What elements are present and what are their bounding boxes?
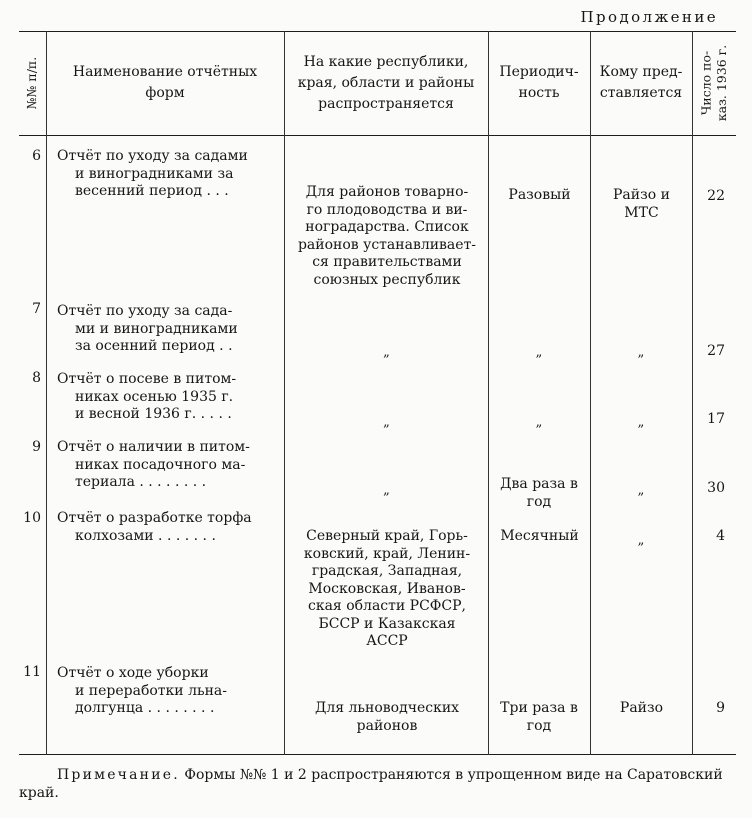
region-text: Северный край, Горь- ковский, край, Ленин- градская, Западная, Московская, Иванов- ская области РСФСР, БССР и Казакская АССР xyxy=(303,528,471,649)
periodicity: Три раза в год xyxy=(500,700,578,734)
copies-count: 30 xyxy=(707,480,725,496)
copies-count: 17 xyxy=(707,411,725,427)
header-regions: На какие республики, края, области и районы распространяется xyxy=(297,53,475,112)
header-copies-count-year: каз. 1936 г. xyxy=(714,44,729,122)
table-bottom-rule xyxy=(19,754,736,755)
header-copies-count: Число по- xyxy=(698,50,714,116)
region-text: „ xyxy=(383,415,391,430)
row-number: 7 xyxy=(32,301,41,317)
periodicity: Разовый xyxy=(508,187,571,203)
column-divider xyxy=(488,31,489,755)
column-divider xyxy=(46,31,47,755)
recipient: „ xyxy=(637,533,646,548)
header-num: №№ п/п. xyxy=(24,56,40,110)
row-number: 10 xyxy=(23,510,41,526)
form-name: Отчёт о посеве в питом- никах осенью 1935 г. и весной 1936 г. . . . . xyxy=(57,371,237,422)
periodicity: „ xyxy=(535,415,544,430)
region-text: Для льноводческих районов xyxy=(314,700,460,734)
header-recipient: Кому пред-ставляется xyxy=(599,64,683,101)
copies-count: 22 xyxy=(707,188,725,204)
recipient: Райзо xyxy=(619,700,664,716)
row-number: 9 xyxy=(32,439,41,455)
column-divider xyxy=(692,31,693,755)
footnote-text: Формы №№ 1 и 2 распространяются в упрощенном виде на Саратовский край. xyxy=(19,767,723,801)
row-number: 6 xyxy=(32,148,41,164)
footnote xyxy=(19,766,736,802)
region-text: „ xyxy=(383,345,391,360)
recipient: Райзо и МТС xyxy=(613,187,670,221)
recipient: „ xyxy=(637,483,646,498)
form-name: Отчёт по уходу за садами и виноградниками за весенний период . . . xyxy=(57,148,248,199)
form-name: Отчёт о разработке торфа колхозами . . . . . . . xyxy=(57,510,252,544)
header-rule xyxy=(19,135,736,136)
column-divider xyxy=(590,31,591,755)
recipient: „ xyxy=(637,415,646,430)
form-name: Отчёт о ходе уборки и переработки льна- долгунца . . . . . . . . xyxy=(57,665,228,716)
recipient: „ xyxy=(637,345,646,360)
column-divider xyxy=(284,31,285,755)
row-number: 11 xyxy=(23,664,41,680)
row-number: 8 xyxy=(32,370,41,386)
header-periodicity: Периодич-ность xyxy=(499,64,579,101)
copies-count: 27 xyxy=(707,343,725,359)
copies-count: 4 xyxy=(716,528,725,544)
periodicity: „ xyxy=(535,345,544,360)
form-name: Отчёт о наличии в питом- никах посадочного ма- териала . . . . . . . . xyxy=(57,439,250,490)
footnote-label: Примечание. xyxy=(57,767,180,783)
header-form-name: Наименование отчётных форм xyxy=(72,64,258,101)
periodicity: Месячный xyxy=(500,528,579,544)
continuation-label: Продолжение xyxy=(580,8,718,26)
copies-count: 9 xyxy=(716,700,725,716)
periodicity: Два раза в год xyxy=(500,476,578,510)
region-text: Для районов товарно- го плодоводства и ви- ноградарства. Список районов устанавливает- ся правительствами союзных республик xyxy=(297,184,477,288)
form-name: Отчёт по уходу за сада- ми и виноградниками за осенний период . . xyxy=(57,303,238,354)
region-text: „ xyxy=(383,483,391,498)
